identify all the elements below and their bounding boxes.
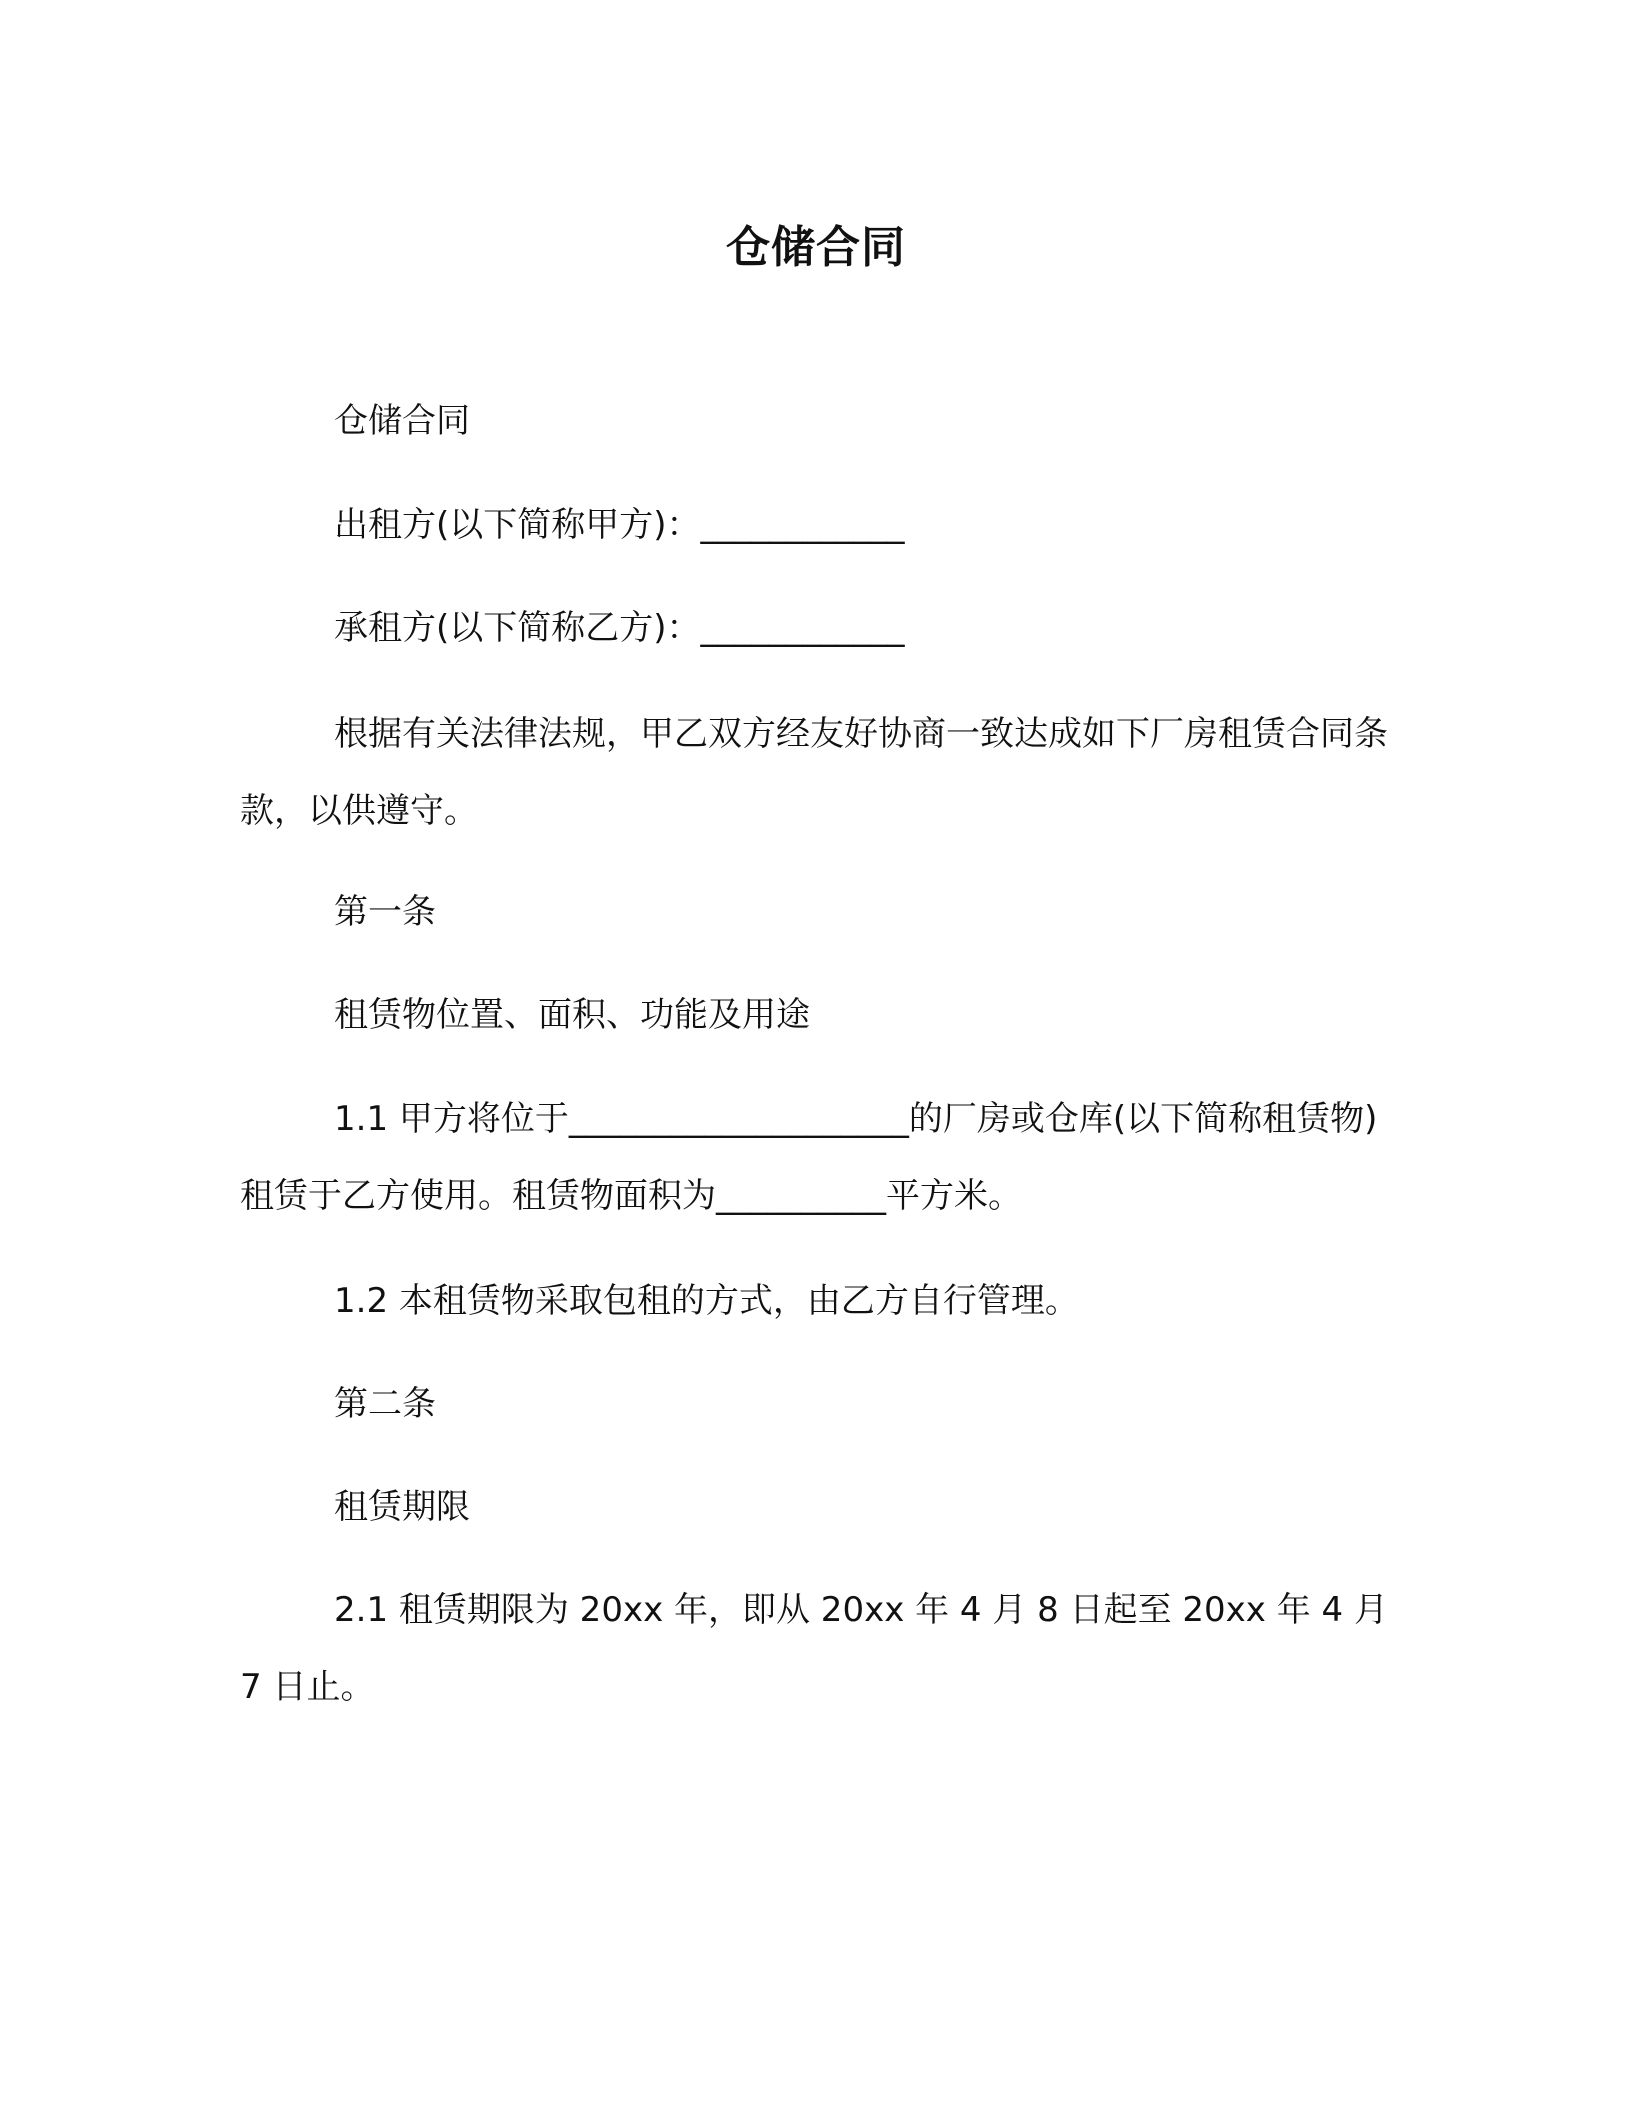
paragraph-article-1-title: 租赁物位置、面积、功能及用途 — [334, 995, 810, 1035]
paragraph-clause-1-1: 1.1 甲方将位于____________________的厂房或仓库(以下简称租赁物)租赁于乙方使用。租赁物面积为__________平方米。 — [240, 1099, 1378, 1216]
paragraph-preamble: 根据有关法律法规，甲乙双方经友好协商一致达成如下厂房租赁合同条款，以供遵守。 — [240, 714, 1388, 831]
paragraph-lessor: 出租方(以下简称甲方)：____________ — [334, 505, 905, 545]
paragraph-clause-2-1: 2.1 租赁期限为 20xx 年，即从 20xx 年 4 月 8 日起至 20xx 年 4 月 7 日止。 — [240, 1590, 1388, 1707]
paragraph-article-2: 第二条 — [334, 1384, 436, 1424]
paragraph-heading: 仓储合同 — [334, 401, 470, 441]
document-title: 仓储合同 — [726, 222, 906, 273]
paragraph-clause-1-2: 1.2 本租赁物采取包租的方式，由乙方自行管理。 — [334, 1281, 1079, 1321]
paragraph-article-2-title: 租赁期限 — [334, 1487, 470, 1527]
paragraph-article-1: 第一条 — [334, 892, 436, 932]
paragraph-lessee: 承租方(以下简称乙方)：____________ — [334, 608, 905, 648]
